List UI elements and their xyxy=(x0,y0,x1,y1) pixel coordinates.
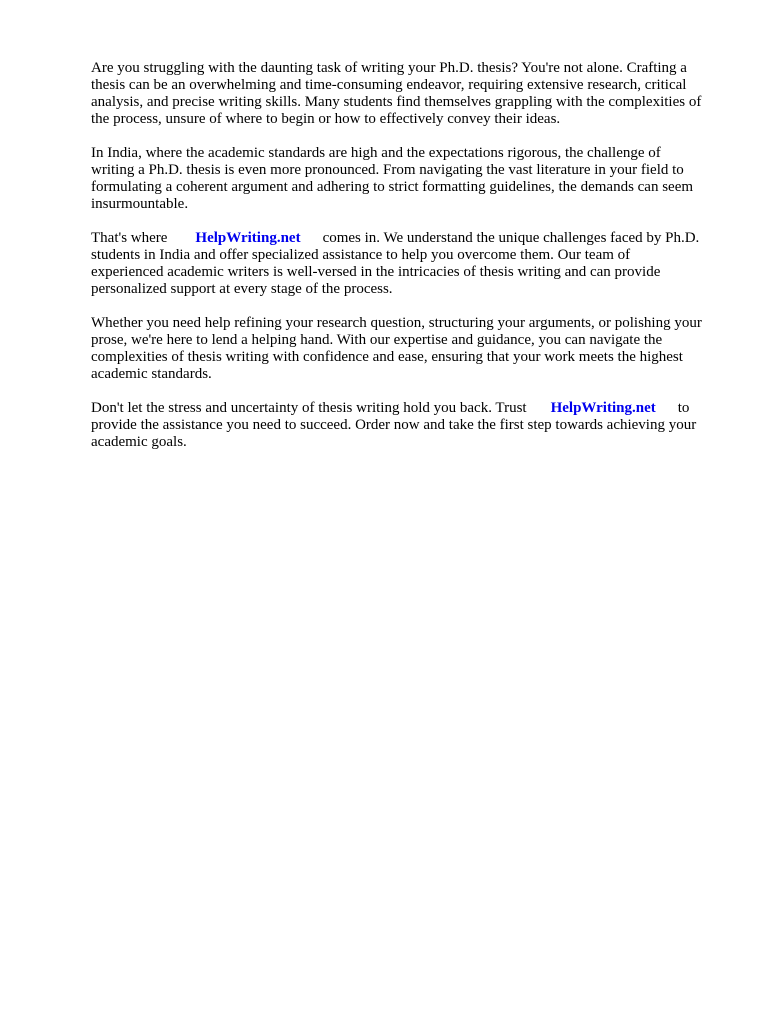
helpwriting-link-1[interactable]: HelpWriting.net xyxy=(195,230,301,246)
document-body xyxy=(91,60,731,468)
helpwriting-link-2[interactable]: HelpWriting.net xyxy=(550,400,656,416)
paragraph-support: Whether you need help refining your research question, structuring your arguments, or polishing your prose, we're here to lend a helping hand. With our expertise and guidance, you can navigate the complexities of thesis writing with confidence and ease, ensuring that your work meets the highest academic standards. xyxy=(91,315,702,382)
paragraph-india: In India, where the academic standards are high and the expectations rigorous, the challenge of writing a Ph.D. thesis is even more pronounced. From navigating the vast literature in your field to formulating a coherent argument and adhering to strict formatting guidelines, the demands can seem insurmountable. xyxy=(91,145,694,212)
paragraph-closing xyxy=(91,400,731,451)
paragraph-closing-lead: Don't let the stress and uncertainty of thesis writing hold you back. Trust xyxy=(91,400,527,416)
paragraph-helpwriting-lead: That's where xyxy=(91,230,168,246)
paragraph-intro: Are you struggling with the daunting task of writing your Ph.D. thesis? You're not alone. Crafting a thesis can be an overwhelming and time-consuming endeavor, requiring extensive research, critical analysis, and precise writing skills. Many students find themselves grappling with the complexities of the process, unsure of where to begin or how to effectively convey their ideas. xyxy=(91,60,702,127)
paragraph-closing-rest: to provide the assistance you need to succeed. Order now and take the first step towards achieving your academic goals. xyxy=(91,400,697,450)
paragraph-helpwriting xyxy=(91,230,731,298)
paragraph-helpwriting-rest: comes in. We understand the unique challenges faced by Ph.D. students in India and offer specialized assistance to help you overcome them. Our team of experienced academic writers is well-versed in the intricacies of thesis writing and can provide personalized support at every stage of the process. xyxy=(91,230,700,297)
